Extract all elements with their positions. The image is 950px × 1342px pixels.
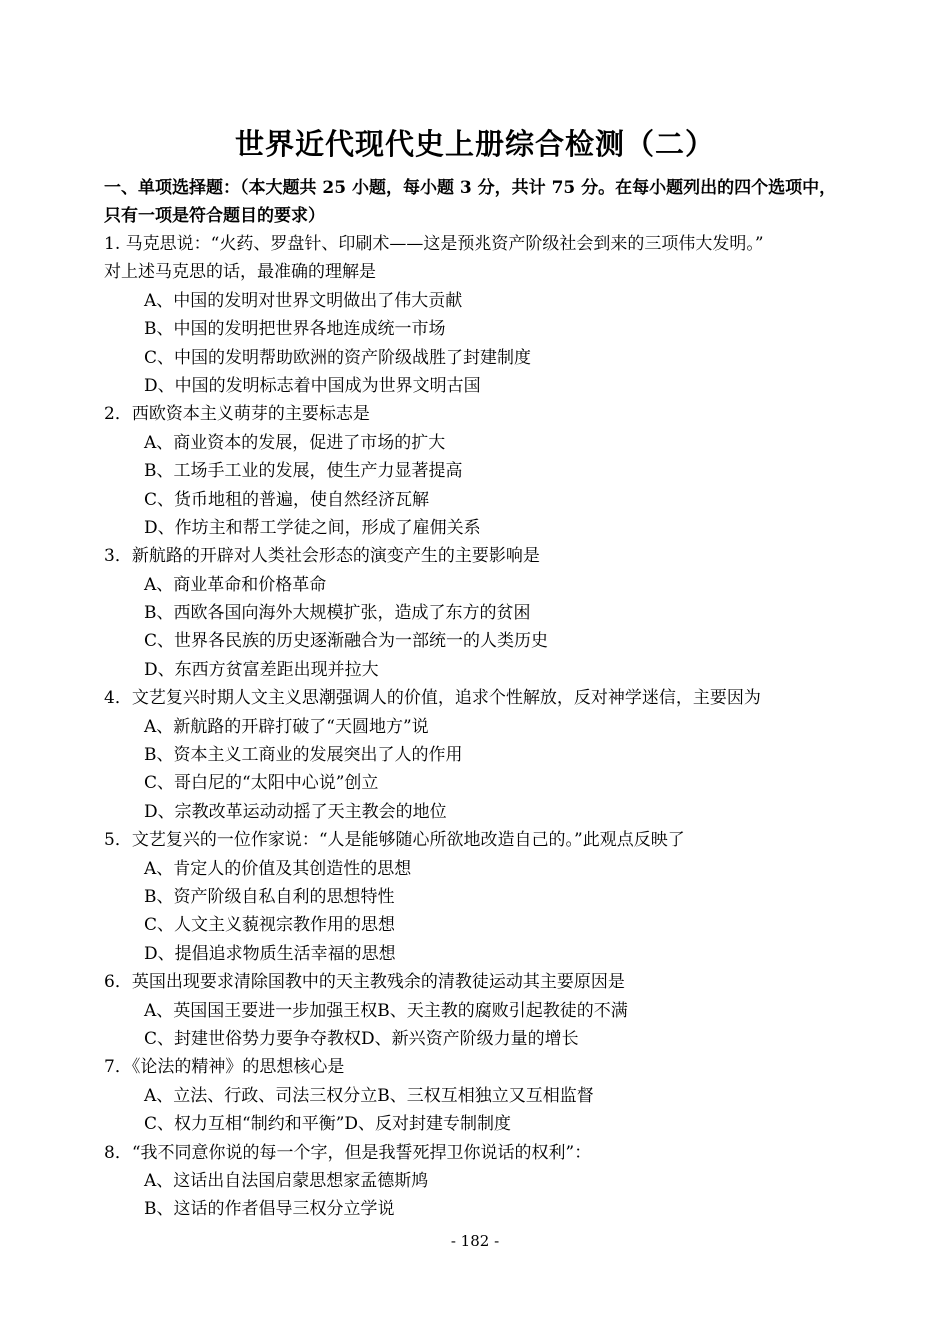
q2-option-b: B、工场手工业的发展，使生产力显著提高 [144,461,463,482]
q6-options-ab [104,997,864,1025]
q4-option-c: C、哥白尼的“太阳中心说”创立 [144,773,379,794]
section-heading-line-2: 只有一项是符合题目的要求） [104,206,325,226]
q7-option-c: C、权力互相“制约和平衡” [144,1114,345,1135]
question-list [104,230,864,1224]
q4-option-d: D、宗教改革运动动摇了天主教会的地位 [144,801,447,822]
q7-option-d: D、反对封建专制制度 [344,1114,512,1135]
q8-stem: 8．“我不同意你说的每一个字，但是我誓死捍卫你说话的权利”： [104,1142,592,1163]
q1-option-a: A、中国的发明对世界文明做出了伟大贡献 [144,290,463,311]
q6-stem: 6．英国出现要求清除国教中的天主教残余的清教徒运动其主要原因是 [104,972,625,993]
q1-option-d: D、中国的发明标志着中国成为世界文明古国 [144,375,481,396]
section-heading-line-1: 一、单项选择题：（本大题共 25 小题，每小题 3 分，共计 75 分。在每小题列出的四个选项中， [104,178,837,198]
q2-option-d: D、作坊主和帮工学徒之间，形成了雇佣关系 [144,517,481,538]
q6-option-d: D、新兴资产阶级力量的增长 [361,1028,579,1049]
section-heading [104,174,854,230]
q6-option-c: C、封建世俗势力要争夺教权 [144,1028,362,1049]
q5-option-d: D、提倡追求物质生活幸福的思想 [144,943,396,964]
q2-option-a: A、商业资本的发展，促进了市场的扩大 [144,432,446,453]
page-title: 世界近代现代史上册综合检测（二） [234,127,715,161]
q3-option-c: C、世界各民族的历史逐渐融合为一部统一的人类历史 [144,631,549,652]
q2-stem: 2．西欧资本主义萌芽的主要标志是 [104,404,370,425]
q3-option-b: B、西欧各国向海外大规模扩张，造成了东方的贫困 [144,603,531,624]
q4-option-b: B、资本主义工商业的发展突出了人的作用 [144,745,463,766]
q6-option-b: B、天主教的腐败引起教徒的不满 [377,1000,628,1021]
q5-option-c: C、人文主义藐视宗教作用的思想 [144,915,396,936]
q5-option-a: A、肯定人的价值及其创造性的思想 [144,858,412,879]
q7-options-cd [104,1110,864,1138]
q5-stem: 5．文艺复兴的一位作家说：“人是能够随心所欲地改造自己的。”此观点反映了 [104,830,685,851]
q8-option-a: A、这话出自法国启蒙思想家孟德斯鸠 [144,1170,429,1191]
page-number: - 182 - [450,1232,500,1250]
q6-option-a: A、英国国王要进一步加强王权 [144,1000,378,1021]
q1-option-c: C、中国的发明帮助欧洲的资产阶级战胜了封建制度 [144,347,532,368]
q1-stem-line-1: 1. 马克思说：“火药、罗盘针、印刷术——这是预兆资产阶级社会到来的三项伟大发明。” [104,234,764,254]
q7-stem: 7．《论法的精神》的思想核心是 [104,1057,345,1078]
q7-option-a: A、立法、行政、司法三权分立 [144,1085,378,1106]
q5-option-b: B、资产阶级自私自利的思想特性 [144,886,395,907]
q3-option-d: D、东西方贫富差距出现并拉大 [144,659,379,680]
q8-option-b: B、这话的作者倡导三权分立学说 [144,1199,395,1220]
q6-options-cd [104,1025,864,1053]
q1-stem-line-2: 对上述马克思的话，最准确的理解是 [104,262,376,283]
q1-option-b: B、中国的发明把世界各地连成统一市场 [144,319,446,340]
q7-options-ab [104,1082,864,1110]
q3-stem: 3．新航路的开辟对人类社会形态的演变产生的主要影响是 [104,546,540,567]
q4-option-a: A、新航路的开辟打破了“天圆地方”说 [144,716,429,737]
q3-option-a: A、商业革命和价格革命 [144,574,327,595]
q2-option-c: C、货币地租的普遍，使自然经济瓦解 [144,489,430,510]
q4-stem: 4．文艺复兴时期人文主义思潮强调人的价值，追求个性解放，反对神学迷信，主要因为 [104,688,761,709]
q7-option-b: B、三权互相独立又互相监督 [377,1085,594,1106]
